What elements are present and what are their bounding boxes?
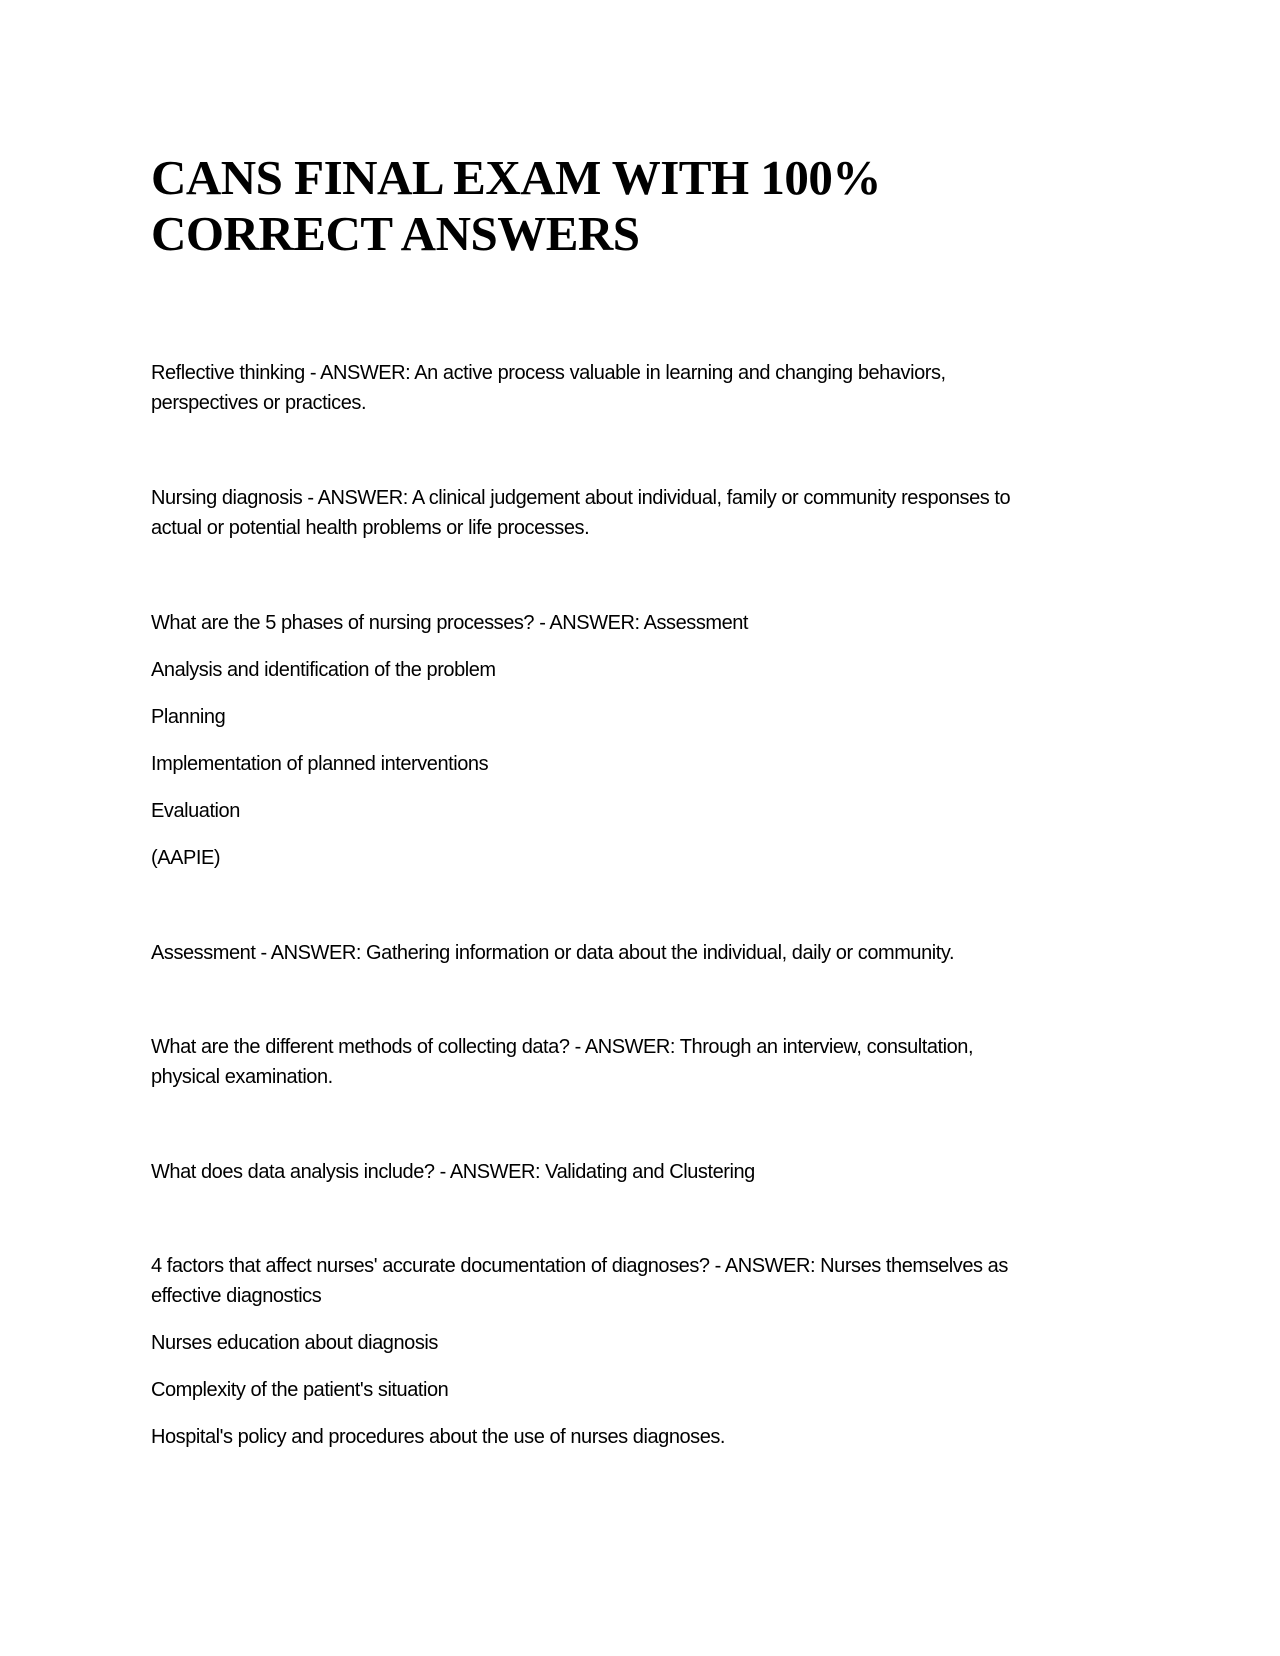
entry-text-line: Nursing diagnosis - ANSWER: A clinical judgement about individual, family or community responses to [151, 487, 1011, 509]
entry-text-line: Implementation of planned interventions [151, 753, 489, 775]
entry-text-line: physical examination. [151, 1066, 333, 1088]
entry-text-line: What does data analysis include? - ANSWER: Validating and Clustering [151, 1161, 755, 1183]
title-line-2: CORRECT ANSWERS [151, 206, 640, 261]
entry-text-line: (AAPIE) [151, 847, 221, 869]
title-line-1: CANS FINAL EXAM WITH 100% [151, 150, 881, 205]
entry-text-line: Assessment - ANSWER: Gathering information or data about the individual, daily or community. [151, 942, 955, 964]
entry-text-line: Hospital's policy and procedures about the use of nurses diagnoses. [151, 1426, 726, 1448]
entry-text-line: Complexity of the patient's situation [151, 1379, 449, 1401]
entry-text-line: Planning [151, 706, 226, 728]
document-title [151, 150, 1051, 262]
entry-text-line: Analysis and identification of the problem [151, 659, 496, 681]
entry-text-line: perspectives or practices. [151, 392, 367, 414]
entry-text-line: Reflective thinking - ANSWER: An active process valuable in learning and changing behaviors, [151, 362, 946, 384]
entry-text-line: Evaluation [151, 800, 240, 822]
entry-text-line: effective diagnostics [151, 1285, 322, 1307]
entry-text-line: What are the different methods of collecting data? - ANSWER: Through an interview, consultation, [151, 1036, 974, 1058]
entry-text-line: 4 factors that affect nurses' accurate documentation of diagnoses? - ANSWER: Nurses themselves as [151, 1255, 1008, 1277]
entry-text-line: Nurses education about diagnosis [151, 1332, 438, 1354]
entry-text-line: actual or potential health problems or life processes. [151, 517, 590, 539]
entry-text-line: What are the 5 phases of nursing processes? - ANSWER: Assessment [151, 612, 749, 634]
